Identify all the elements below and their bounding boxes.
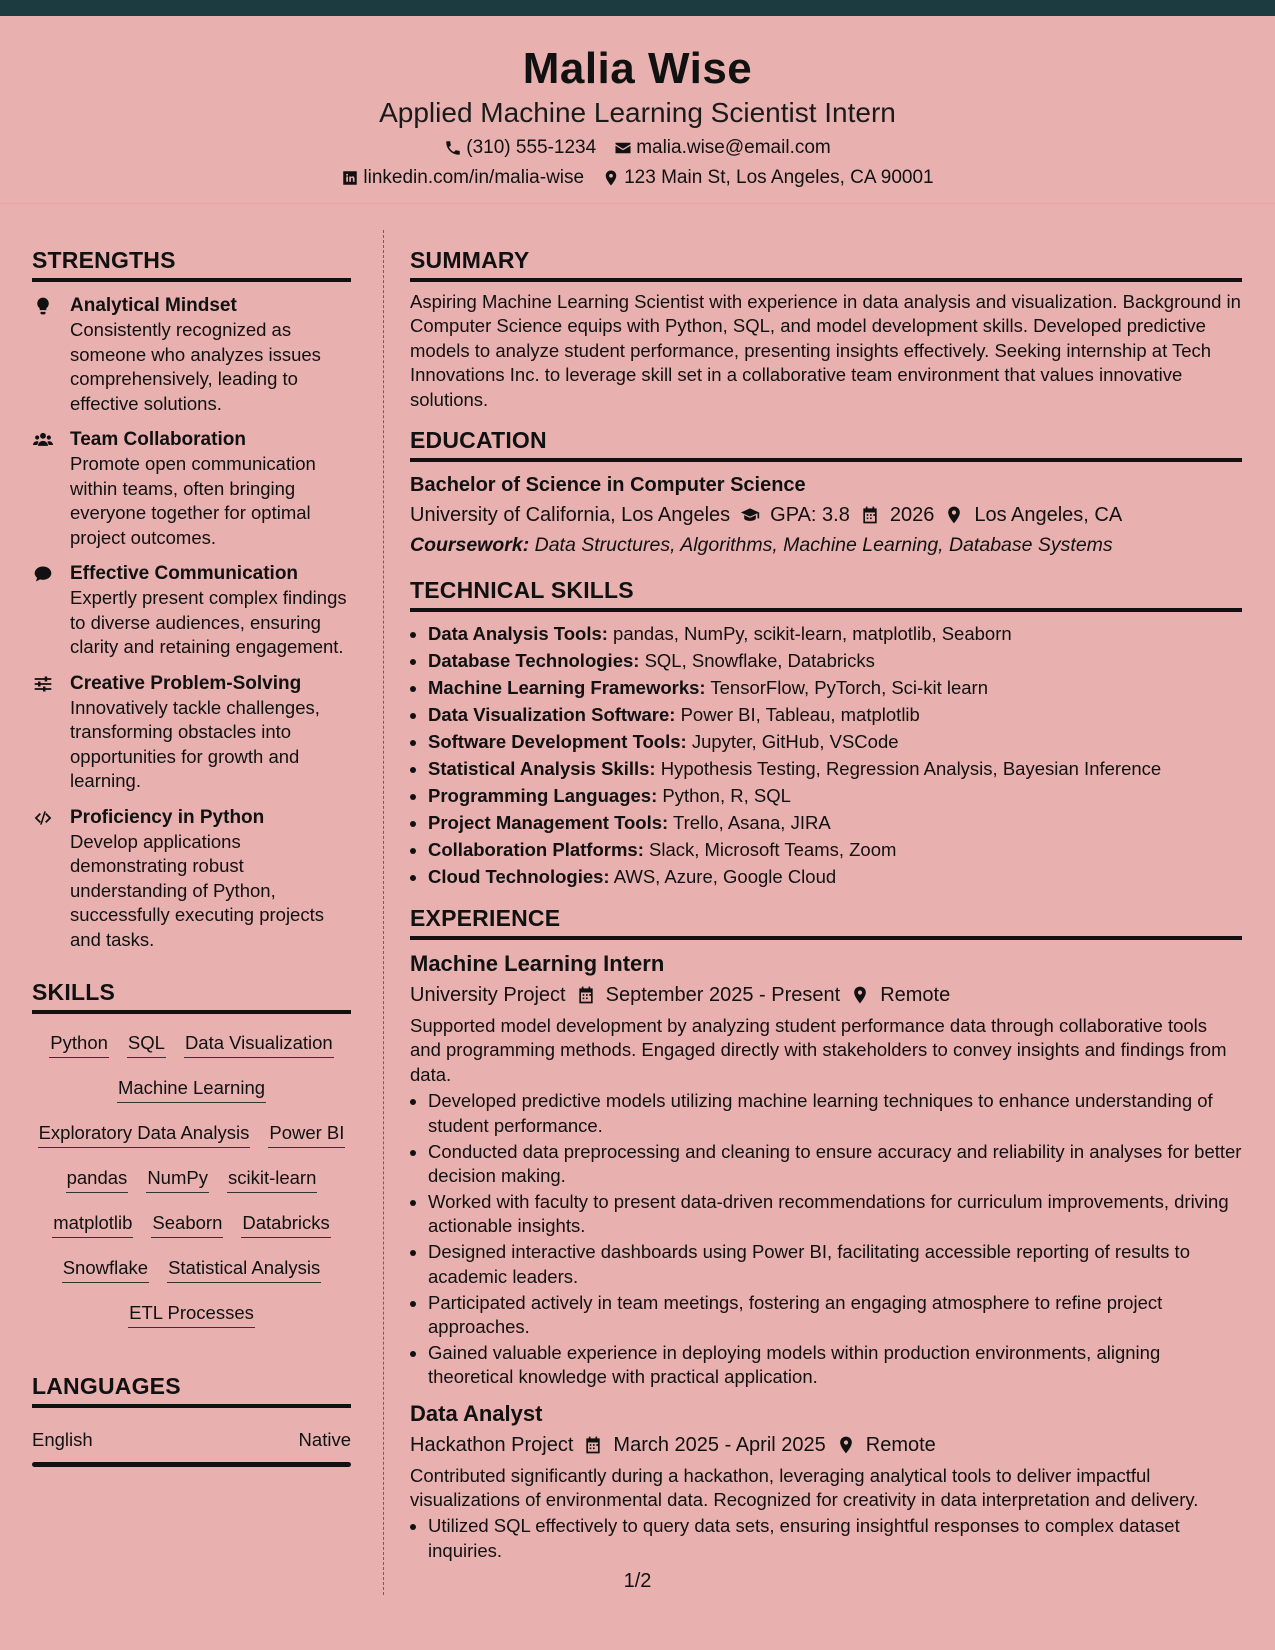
linkedin-icon xyxy=(341,169,359,187)
code-icon xyxy=(32,808,54,828)
job-title: Machine Learning Intern xyxy=(410,951,665,977)
job-location: Remote xyxy=(880,984,951,1007)
summary-heading: SUMMARY xyxy=(410,246,1242,282)
skill-tag: SQL xyxy=(127,1032,166,1058)
graduation-cap-icon xyxy=(740,505,760,525)
gpa-text: GPA: 3.8 xyxy=(770,504,850,527)
skill-tag: ETL Processes xyxy=(128,1302,255,1328)
education-meta xyxy=(410,502,1242,528)
skill-tag: Snowflake xyxy=(62,1257,149,1283)
tech-skill-item: • Project Management Tools: Trello, Asana, JIRA xyxy=(428,809,1242,836)
strength-item xyxy=(32,294,351,416)
degree-title: Bachelor of Science in Computer Science xyxy=(410,474,806,497)
job-meta xyxy=(410,982,1242,1008)
skill-tag: NumPy xyxy=(146,1167,209,1193)
job-bullets xyxy=(410,1089,1242,1389)
strength-item xyxy=(32,806,351,953)
strength-desc: Innovatively tackle challenges, transforming obstacles into opportunities for growth and learning. xyxy=(70,696,320,791)
technical-skills-heading: TECHNICAL SKILLS xyxy=(410,576,1242,612)
technical-skills-list xyxy=(410,620,1242,890)
contact-row-1 xyxy=(0,136,1275,160)
skill-tag: Data Visualization xyxy=(184,1032,334,1058)
candidate-title: Applied Machine Learning Scientist Intern xyxy=(379,97,896,128)
map-pin-icon xyxy=(944,505,964,525)
skill-tag: matplotlib xyxy=(52,1212,133,1238)
job-dates: March 2025 - April 2025 xyxy=(613,1433,826,1456)
skill-tag: scikit-learn xyxy=(227,1167,317,1193)
strength-desc: Promote open communication within teams, often bringing everyone together for optimal project outcomes. xyxy=(70,453,316,548)
calendar-icon xyxy=(583,1435,603,1455)
job-bullet: • Worked with faculty to present data-driven recommendations for curriculum improvements, driving actionable insights. xyxy=(428,1190,1242,1239)
skill-tag: Seaborn xyxy=(151,1212,223,1238)
calendar-icon xyxy=(576,985,596,1005)
column-divider xyxy=(383,230,384,1595)
strength-desc: Consistently recognized as someone who analyzes issues comprehensively, leading to effective solutions. xyxy=(70,319,321,414)
language-level: Native xyxy=(298,1429,351,1450)
strength-title: Effective Communication xyxy=(70,563,299,584)
language-name: English xyxy=(32,1429,93,1450)
top-accent-bar xyxy=(0,0,1275,16)
strength-item xyxy=(32,428,351,550)
strength-desc: Develop applications demonstrating robust understanding of Python, successfully executing projects and tasks. xyxy=(70,830,324,950)
graduation-year: 2026 xyxy=(889,504,935,527)
tech-skill-item: • Software Development Tools: Jupyter, GitHub, VSCode xyxy=(428,728,1242,755)
skills-heading: SKILLS xyxy=(32,978,351,1014)
skill-tag: pandas xyxy=(66,1167,129,1193)
skills-list xyxy=(32,1032,351,1328)
strength-title: Proficiency in Python xyxy=(70,806,265,828)
linkedin-contact[interactable] xyxy=(341,166,584,190)
tech-skill-item: • Cloud Technologies: AWS, Azure, Google Cloud xyxy=(428,863,1242,890)
coursework-label: Coursework: xyxy=(410,534,530,557)
strength-title: Analytical Mindset xyxy=(70,295,237,316)
job-bullet: • Participated actively in team meetings, fostering an engaging atmosphere to refine project approaches. xyxy=(428,1291,1242,1340)
school-name: University of California, Los Angeles xyxy=(410,504,731,527)
tech-skill-item: • Data Visualization Software: Power BI, Tableau, matplotlib xyxy=(428,701,1242,728)
email-contact[interactable] xyxy=(614,136,831,160)
job-org: University Project xyxy=(410,984,566,1007)
resume-header xyxy=(0,16,1275,204)
job-dates: September 2025 - Present xyxy=(605,984,841,1007)
phone-icon xyxy=(444,139,462,157)
job-bullet: • Designed interactive dashboards using Power BI, facilitating accessible reporting of results to academic leaders. xyxy=(428,1240,1242,1289)
tech-skill-item: • Data Analysis Tools: pandas, NumPy, scikit-learn, matplotlib, Seaborn xyxy=(428,620,1242,647)
address-text: 123 Main St, Los Angeles, CA 90001 xyxy=(624,167,934,188)
summary-text: Aspiring Machine Learning Scientist with experience in data analysis and visualization. Background in Computer Science equips with Python, SQL, and model development skills. Developed predictive models to analyze student performance, presenting insights effectively. Seeking internship at Tech Innovations Inc. to leverage skill set in a collaborative team environment that values innovative solutions. xyxy=(410,291,1241,410)
tech-skill-item: • Programming Languages: Python, R, SQL xyxy=(428,782,1242,809)
linkedin-text[interactable]: linkedin.com/in/malia-wise xyxy=(363,167,585,188)
coursework-list: Data Structures, Algorithms, Machine Learning, Database Systems xyxy=(534,534,1113,557)
job-bullet: • Conducted data preprocessing and cleaning to ensure accuracy and reliability in analyses for better decision making. xyxy=(428,1140,1242,1189)
experience-heading: EXPERIENCE xyxy=(410,904,1242,940)
job-bullets xyxy=(410,1514,1242,1563)
strength-item xyxy=(32,562,351,660)
job-location: Remote xyxy=(865,1433,936,1456)
school-location: Los Angeles, CA xyxy=(974,504,1123,527)
map-pin-icon xyxy=(602,169,620,187)
skill-tag: Exploratory Data Analysis xyxy=(38,1122,251,1148)
skill-tag: Machine Learning xyxy=(117,1077,266,1103)
job-meta xyxy=(410,1432,1242,1458)
page-number: 1/2 xyxy=(623,1570,652,1592)
calendar-icon xyxy=(860,505,880,525)
tech-skill-item: • Statistical Analysis Skills: Hypothesis Testing, Regression Analysis, Bayesian Inference xyxy=(428,755,1242,782)
job-bullet: • Developed predictive models utilizing machine learning techniques to enhance understanding of student performance. xyxy=(428,1089,1242,1138)
tech-skill-item: • Machine Learning Frameworks: TensorFlow, PyTorch, Sci-kit learn xyxy=(428,674,1242,701)
lightbulb-icon xyxy=(32,296,54,316)
tech-skill-item: • Collaboration Platforms: Slack, Microsoft Teams, Zoom xyxy=(428,836,1242,863)
education-heading: EDUCATION xyxy=(410,426,1242,462)
job-description: Contributed significantly during a hackathon, leveraging analytical tools to deliver impactful visualizations of environmental data. Recognized for creativity in data interpretation and delivery. xyxy=(410,1464,1199,1511)
left-column xyxy=(32,246,351,1467)
contact-row-2 xyxy=(0,166,1275,190)
strength-desc: Expertly present complex findings to diverse audiences, ensuring clarity and retaining engagement. xyxy=(70,587,347,657)
coursework xyxy=(410,532,1242,558)
strengths-heading: STRENGTHS xyxy=(32,246,351,282)
right-column xyxy=(410,246,1242,1565)
email-text[interactable]: malia.wise@email.com xyxy=(636,137,831,158)
users-icon xyxy=(32,430,54,450)
phone-text: (310) 555-1234 xyxy=(466,137,597,158)
job-title: Data Analyst xyxy=(410,1400,543,1426)
strength-item xyxy=(32,672,351,794)
job-bullet: • Utilized SQL effectively to query data sets, ensuring insightful responses to complex dataset inquiries. xyxy=(428,1514,1242,1563)
skill-tag: Statistical Analysis xyxy=(167,1257,321,1283)
sliders-icon xyxy=(32,674,54,694)
job-org: Hackathon Project xyxy=(410,1433,574,1456)
map-pin-icon xyxy=(850,985,870,1005)
tech-skill-item: • Database Technologies: SQL, Snowflake, Databricks xyxy=(428,647,1242,674)
strength-title: Team Collaboration xyxy=(70,429,246,450)
comment-icon xyxy=(32,564,54,584)
address-contact xyxy=(602,166,934,190)
phone-contact xyxy=(444,136,596,160)
candidate-name: Malia Wise xyxy=(522,44,753,93)
language-row xyxy=(32,1428,351,1452)
skill-tag: Python xyxy=(49,1032,109,1058)
language-level-bar xyxy=(32,1462,351,1467)
languages-heading: LANGUAGES xyxy=(32,1372,351,1408)
envelope-icon xyxy=(614,139,632,157)
job-description: Supported model development by analyzing student performance data through collaborative tools and programming methods. Engaged directly with stakeholders to convey insights and findings from data. xyxy=(410,1015,1227,1085)
map-pin-icon xyxy=(836,1435,856,1455)
job-bullet: • Gained valuable experience in deploying models within production environments, aligning theoretical knowledge with practical application. xyxy=(428,1341,1242,1390)
skill-tag: Power BI xyxy=(268,1122,345,1148)
skill-tag: Databricks xyxy=(241,1212,330,1238)
strength-title: Creative Problem-Solving xyxy=(70,672,302,694)
